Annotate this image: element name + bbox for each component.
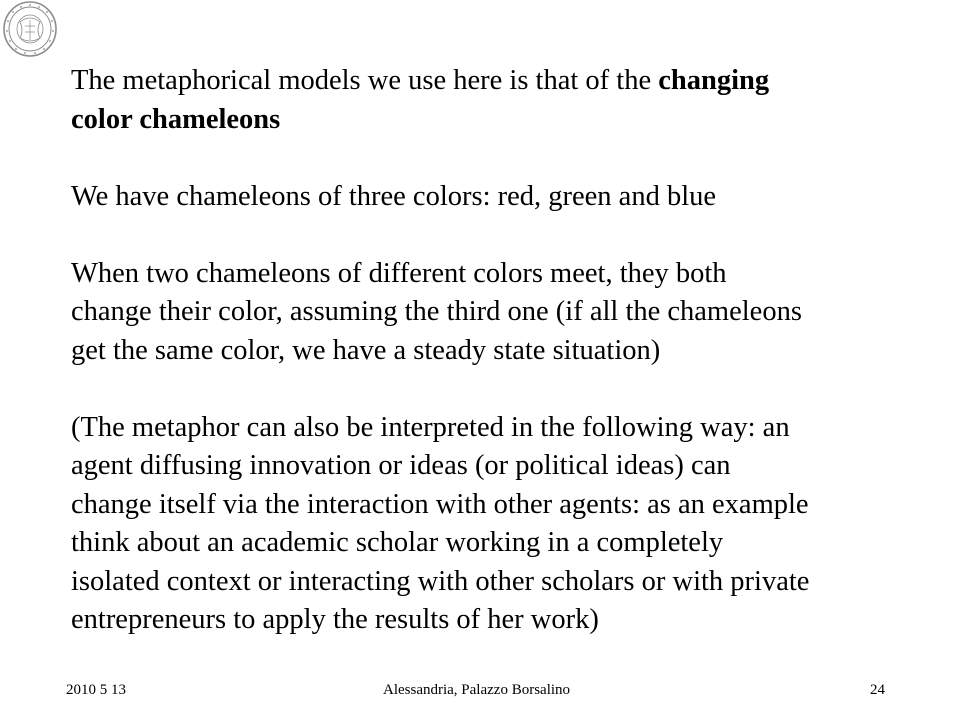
paragraph-metaphor-intro: [71, 62, 901, 139]
paragraph-three-colors: We have chameleons of three colors: red, green and blue: [71, 180, 717, 212]
paragraph-spacer: [71, 370, 901, 409]
paragraph-interpretation: [71, 409, 901, 640]
footer-venue: Alessandria, Palazzo Borsalino: [383, 682, 571, 698]
paragraph-spacer: [71, 139, 901, 178]
text-line: get the same color, we have a steady state situation): [71, 334, 661, 366]
text-line: change their color, assuming the third one (if all the chameleons: [71, 296, 802, 327]
text-line: change itself via the interaction with other agents: as an example: [71, 488, 809, 520]
paragraph-spacer: [71, 216, 901, 255]
intro-text: The metaphorical models we use here is that of the: [71, 65, 659, 96]
text-line: entrepreneurs to apply the results of her work): [71, 604, 599, 635]
slide-body: [71, 62, 901, 640]
text-line: When two chameleons of different colors meet, they both: [71, 257, 727, 289]
text-line: agent diffusing innovation or ideas (or political ideas) can: [71, 450, 731, 481]
footer-date: 2010 5 13: [66, 682, 126, 698]
university-seal-logo: [2, 0, 58, 58]
paragraph-meeting-rule: [71, 255, 901, 371]
text-line: think about an academic scholar working in a completely: [71, 527, 724, 558]
intro-bold-changing: changing: [658, 65, 770, 96]
text-line: isolated context or interacting with other scholars or with private: [71, 565, 810, 597]
footer-page-number: 24: [870, 682, 885, 698]
intro-bold-color-chameleons: color chameleons: [71, 103, 281, 135]
text-line: (The metaphor can also be interpreted in the following way: an: [71, 411, 790, 443]
